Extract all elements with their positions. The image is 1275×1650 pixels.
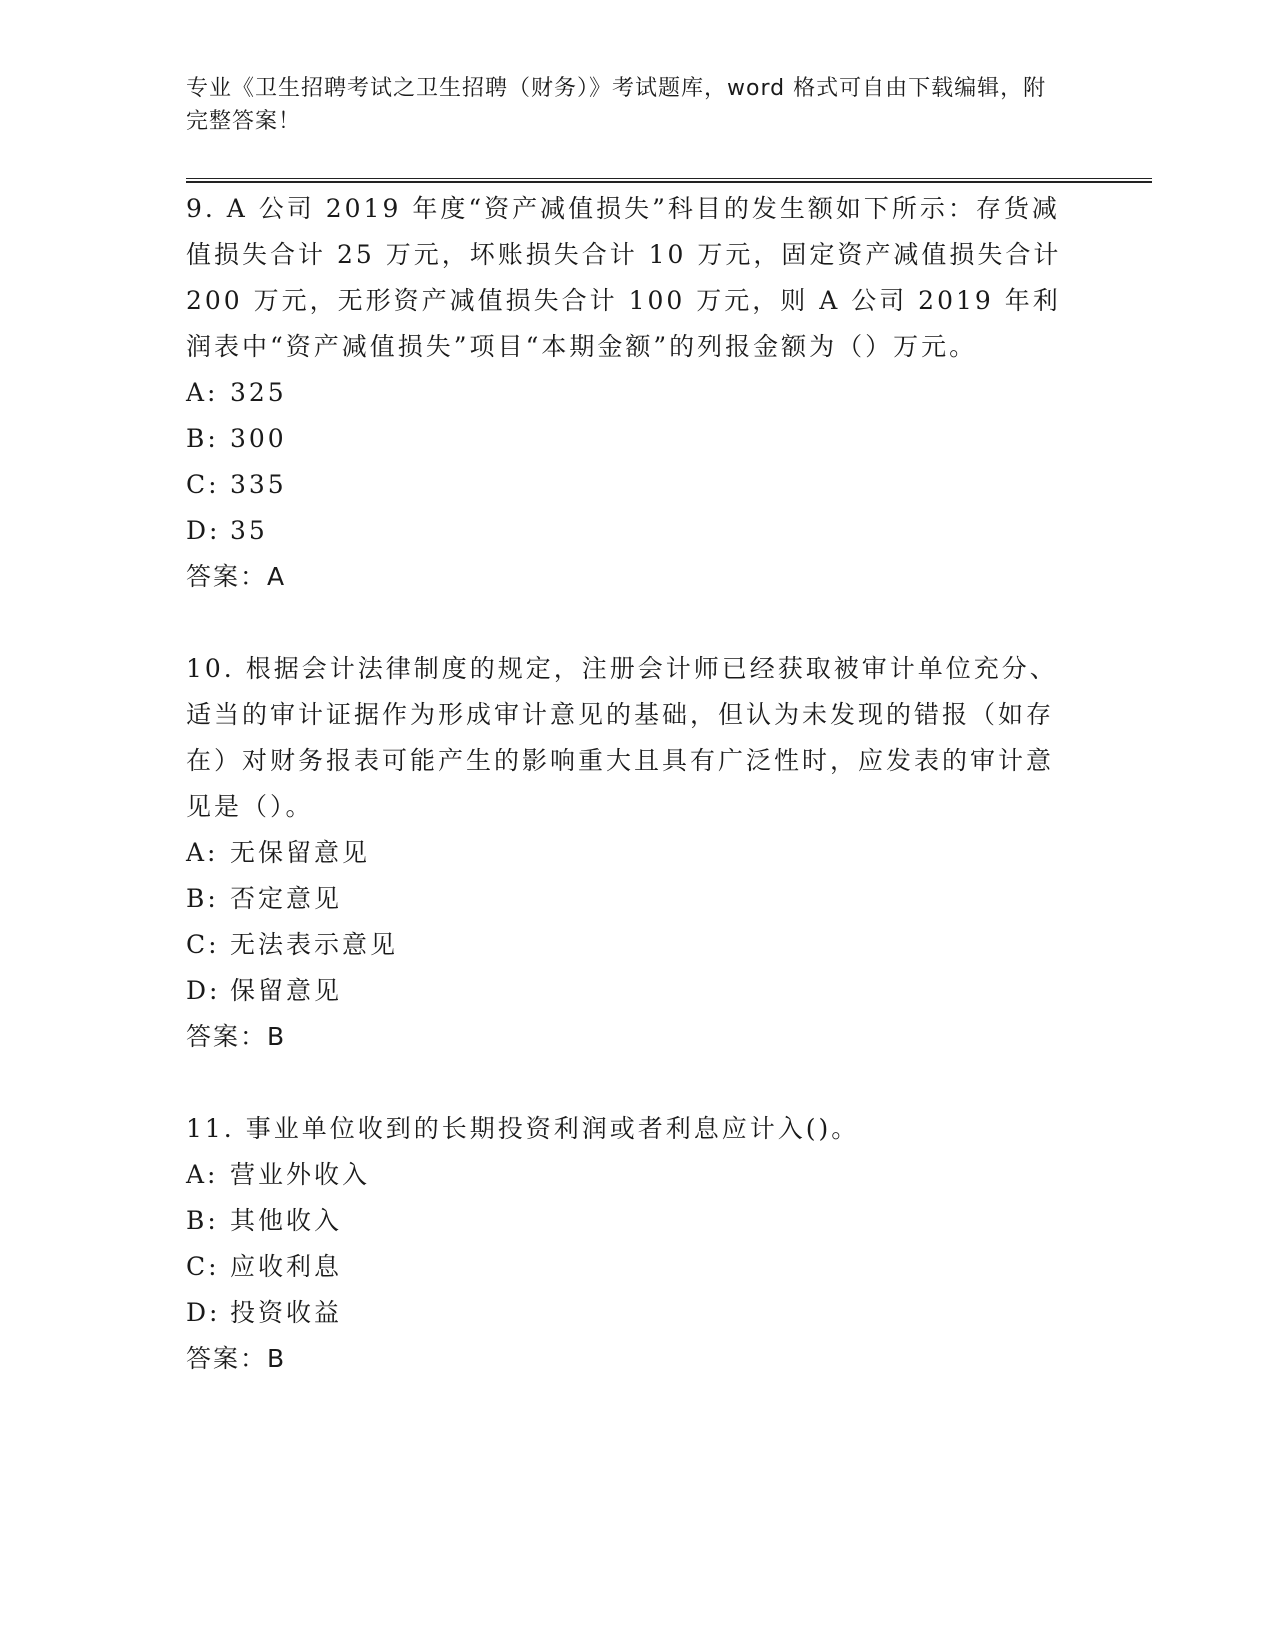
question-spacer [186, 1060, 1066, 1106]
question-11 [186, 1106, 1066, 1382]
option-a [186, 370, 1066, 416]
option-key: D: [186, 976, 221, 1005]
option-key: B: [186, 1206, 219, 1235]
option-key: A: [186, 1160, 219, 1189]
answer-line: 答案：B [186, 1022, 287, 1051]
question-10 [186, 646, 1066, 1060]
option-key: C: [186, 1252, 220, 1281]
option-value: 投资收益 [230, 1298, 343, 1327]
option-key: B: [186, 884, 219, 913]
question-text: 9. A 公司 2019 年度“资产减值损失”科目的发生额如下所示：存货减值损失合计 25 万元，坏账损失合计 10 万元，固定资产减值损失合计 200 万元，无形资产减值损失合计 100 万元，则 A 公司 2019 年利润表中“资产减值损失”项目“本期金额”的列报金额为（）万元。 [186, 194, 1062, 361]
question-spacer [186, 600, 1066, 646]
option-key: B: [186, 424, 219, 453]
option-c [186, 922, 1066, 968]
option-key: D: [186, 1298, 221, 1327]
option-value: 否定意见 [230, 884, 343, 913]
option-b [186, 876, 1066, 922]
option-value: 无法表示意见 [230, 930, 399, 959]
option-value: 无保留意见 [230, 838, 371, 867]
option-d [186, 1290, 1066, 1336]
option-value: 其他收入 [230, 1206, 343, 1235]
option-c [186, 1244, 1066, 1290]
option-a [186, 830, 1066, 876]
page-header: 专业《卫生招聘考试之卫生招聘（财务）》考试题库，word 格式可自由下载编辑，附完整答案！ [186, 76, 1047, 134]
option-value: 325 [230, 378, 287, 407]
header-divider [186, 178, 1152, 183]
question-9 [186, 186, 1066, 600]
option-value: 应收利息 [230, 1252, 343, 1281]
option-key: A: [186, 838, 219, 867]
option-value: 保留意见 [230, 976, 343, 1005]
option-d [186, 508, 1066, 554]
option-key: D: [186, 516, 221, 545]
question-list [186, 186, 1066, 1382]
question-text: 10. 根据会计法律制度的规定，注册会计师已经获取被审计单位充分、适当的审计证据作为形成审计意见的基础，但认为未发现的错报（如存在）对财务报表可能产生的影响重大且具有广泛性时，应发表的审计意见是（）。 [186, 654, 1058, 821]
option-key: C: [186, 470, 220, 499]
option-a [186, 1152, 1066, 1198]
option-key: A: [186, 378, 219, 407]
option-value: 35 [230, 516, 268, 545]
option-d [186, 968, 1066, 1014]
answer-line: 答案：B [186, 1344, 287, 1373]
option-value: 335 [230, 470, 287, 499]
question-text: 11. 事业单位收到的长期投资利润或者利息应计入()。 [186, 1114, 860, 1143]
option-c [186, 462, 1066, 508]
option-value: 300 [230, 424, 287, 453]
option-key: C: [186, 930, 220, 959]
answer-line: 答案：A [186, 562, 287, 591]
option-b [186, 416, 1066, 462]
option-b [186, 1198, 1066, 1244]
option-value: 营业外收入 [230, 1160, 371, 1189]
